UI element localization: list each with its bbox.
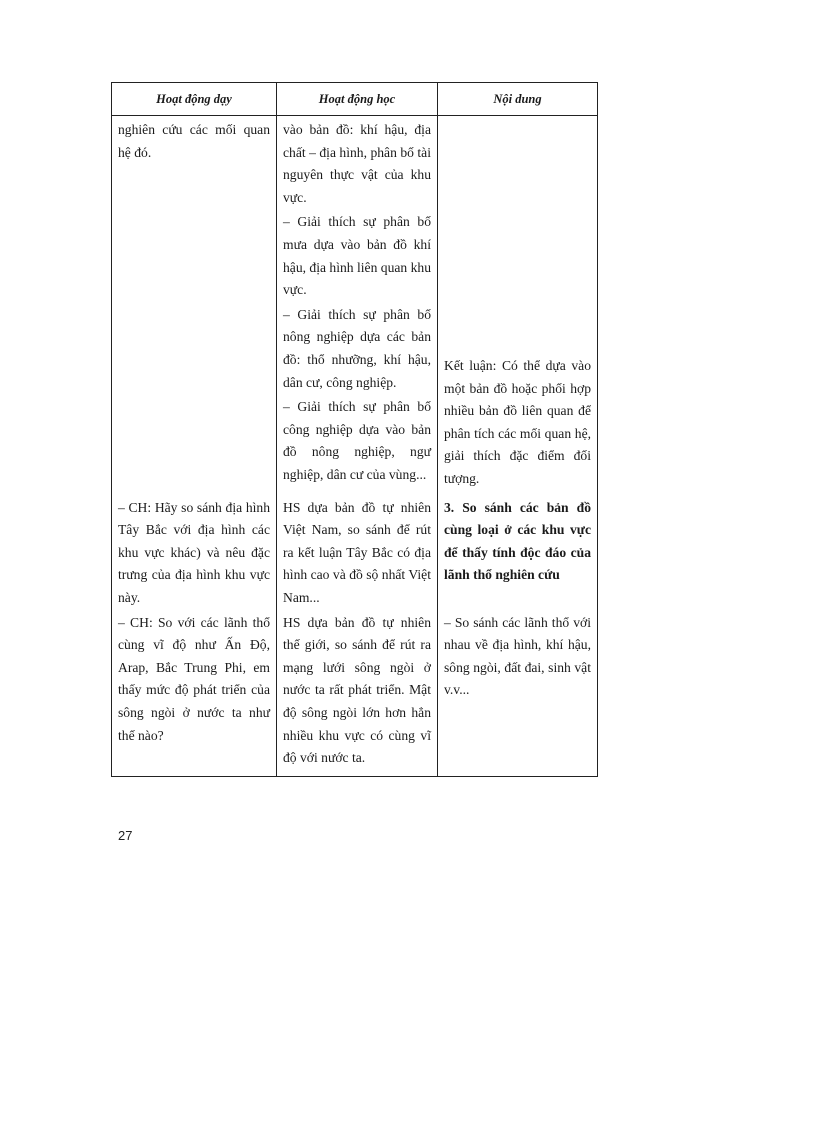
cell-day	[112, 612, 277, 777]
ket-luan-paragraph: Kết luận: Có thể dựa vào một bản đồ hoặc phối hợp nhiều bản đồ liên quan để phân tích các mối quan hệ, giải thích đặc điểm đối tượng.	[444, 358, 591, 486]
paragraph: – CH: So với các lãnh thổ cùng vĩ độ như Ấn Độ, Arap, Bắc Trung Phi, em thấy mức độ phát triển của sông ngòi ở nước ta như thế nào?	[118, 614, 270, 743]
cell-day	[112, 495, 277, 612]
section-heading: 3. So sánh các bản đồ cùng loại ở các khu vực để thấy tính độc đáo của lãnh thổ nghiên cứu	[444, 499, 591, 583]
cell-hoc	[277, 612, 438, 777]
cell-day	[112, 116, 277, 495]
lesson-table	[111, 82, 598, 777]
cell-hoc	[277, 116, 438, 495]
table-row	[112, 495, 598, 612]
paragraph: HS dựa bản đồ tự nhiên thế giới, so sánh để rút ra mạng lưới sông ngòi ở nước ta rất phát triển. Mật độ sông ngòi lớn hơn hẳn nhiều khu vực có cùng vĩ độ với nước ta.	[283, 614, 431, 766]
paragraph: HS dựa bản đồ tự nhiên Việt Nam, so sánh để rút ra kết luận Tây Bắc có địa hình cao và đồ sộ nhất Việt Nam...	[283, 499, 431, 605]
paragraph: – Giải thích sự phân bố nông nghiệp dựa các bản đồ: thổ nhưỡng, khí hậu, dân cư, công nghiệp.	[283, 306, 431, 390]
paragraph: – CH: Hãy so sánh địa hình Tây Bắc với địa hình các khu vực khác) và nêu đặc trưng của địa hình khu vực này.	[118, 499, 270, 605]
table-row	[112, 612, 598, 777]
cell-noi-dung	[438, 495, 598, 612]
paragraph: – Giải thích sự phân bố công nghiệp dựa vào bản đồ nông nghiệp, ngư nghiệp, dân cư của vùng...	[283, 399, 431, 482]
header-hoat-dong-day: Hoạt động dạy	[112, 83, 277, 116]
page-number: 27	[118, 828, 133, 843]
cell-hoc	[277, 495, 438, 612]
header-hoat-dong-hoc: Hoạt động học	[277, 83, 438, 116]
table-header-row	[112, 83, 598, 116]
cell-noi-dung	[438, 116, 598, 495]
header-noi-dung: Nội dung	[438, 83, 598, 116]
cell-noi-dung	[438, 612, 598, 777]
paragraph: – So sánh các lãnh thổ với nhau về địa hình, khí hậu, sông ngòi, đất đai, sinh vật v.v...	[444, 614, 591, 698]
table-row	[112, 116, 598, 495]
paragraph: nghiên cứu các mối quan hệ đó.	[118, 122, 270, 160]
paragraph: – Giải thích sự phân bố mưa dựa vào bản đồ khí hậu, địa hình liên quan khu vực.	[283, 214, 431, 298]
paragraph: vào bản đồ: khí hậu, địa chất – địa hình, phân bố tài nguyên thực vật của khu vực.	[283, 122, 431, 205]
